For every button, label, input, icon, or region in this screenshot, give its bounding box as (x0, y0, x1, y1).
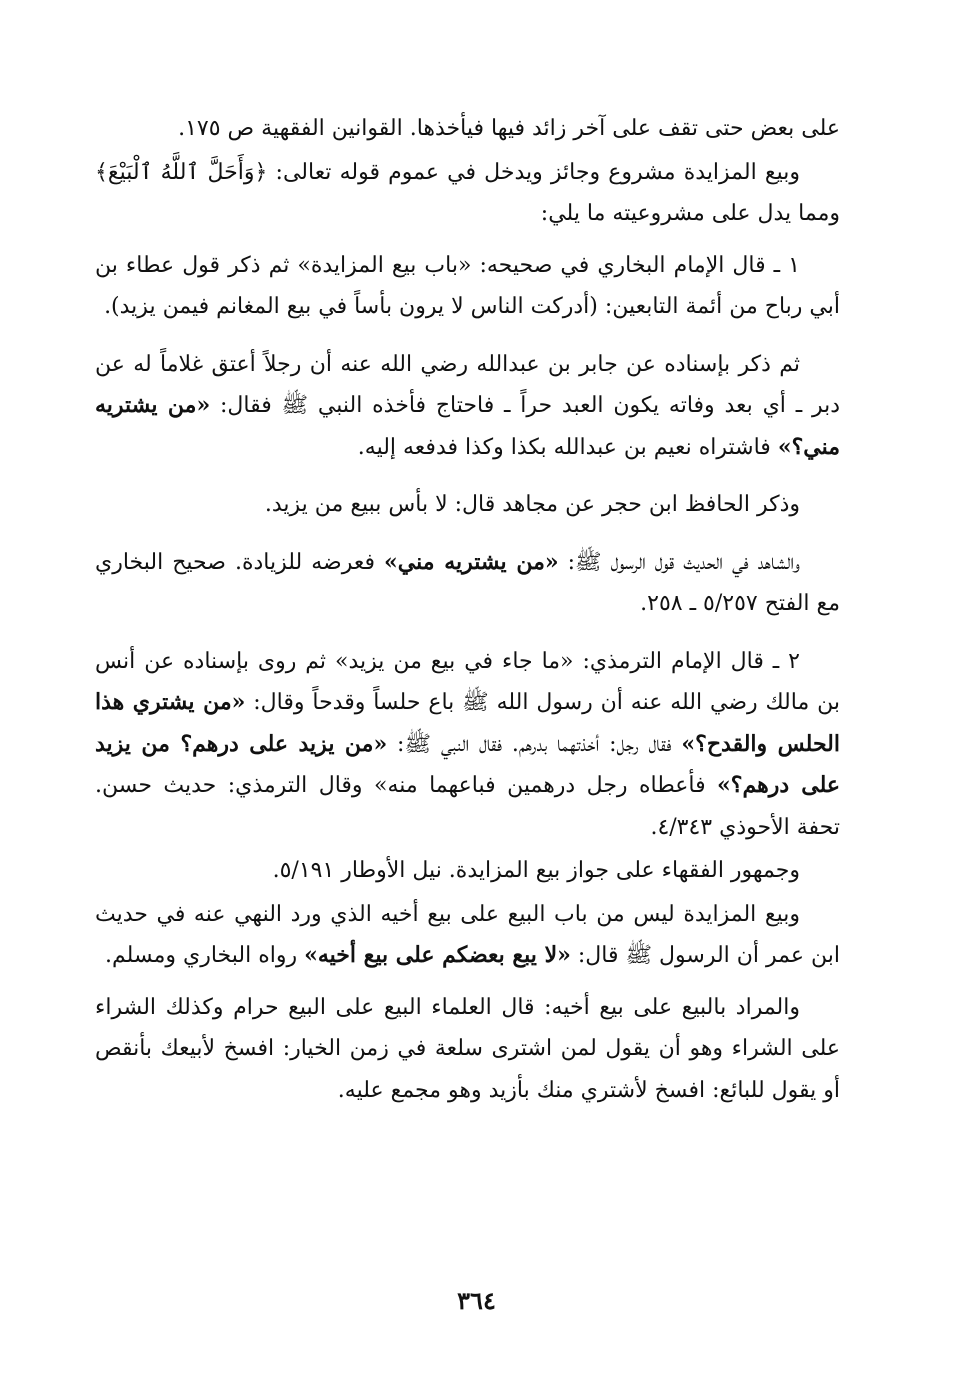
paragraph-continuation: على بعض حتى تقف على آخر زائد فيها فيأخذها. القوانين الفقهية ص ١٧٥. (178, 116, 840, 141)
tirmidhi-quote-2: «من يزيد على درهم؟ من يزيد على درهم؟» (95, 730, 840, 798)
prohibition-quote: «لا يبع بعضكم على بيع أخيه» (304, 942, 571, 968)
page-number: ٣٦٤ (457, 1286, 496, 1315)
jabir-text-1: ثم ذكر بإسناده عن جابر بن عبدالله رضي الله عنه أن رجلاً أعتق غلاماً له عن دبر ـ أي بعد وفاته يكون العبد حراً ـ فاحتاج فأخذه النبي ﷺ فقال: (95, 351, 841, 418)
prohibition-text-1: وبيع المزايدة ليس من باب البيع على بيع أخيه الذي ورد النهي عنه في حديث ابن عمر أن الرسول ﷺ قال: (95, 901, 840, 968)
tirmidhi-text-1: ٢ ـ قال الإمام الترمذي: «ما جاء في بيع من يزيد» ثم روى بإسناده عن أنس بن مالك رضي الله عنه أن رسول الله ﷺ باع حلساً وقدحاً وقال: (95, 648, 840, 715)
paragraph-meaning: والمراد بالبيع على بيع أخيه: قال العلماء البيع على البيع حرام وكذلك الشراء على الشراء وهو أن يقول لمن اشترى سلعة في زمن الخيار: افسخ لأبيعك بأنقص أو يقول للبائع: افسخ لأشتري منك بأزيد وهو مجمع عليه. (95, 994, 840, 1103)
paragraph-ibn-hajar: وذكر الحافظ ابن حجر عن مجاهد قال: لا بأس ببيع من يزيد. (264, 492, 800, 517)
evidence-quote: «من يشتريه مني» (384, 548, 559, 575)
paragraph-bukhari: ١ ـ قال الإمام البخاري في صحيحه: «باب بيع المزايدة» ثم ذكر قول عطاء بن أبي رباح من أئمة التابعين: (أدركت الناس لا يرون بأساً في بيع المغانم فيمن يزيد). (95, 252, 840, 319)
tirmidhi-text-2: فقال رجل: أخذتهما بدرهم. فقال النبي ﷺ: (387, 731, 682, 757)
jabir-text-2: فاشتراه نعيم بن عبدالله بكذا وكذا فدفعه إليه. (357, 434, 778, 460)
paragraph-tirmidhi (95, 641, 840, 849)
paragraph-not-prohibited (95, 894, 840, 977)
tirmidhi-quote-1: «من يشتري هذا الحلس والقدح؟» (95, 689, 840, 757)
tirmidhi-text-3: فأعطاه رجل درهمين فباعهما منه» وقال الترمذي: حديث حسن. تحفة الأحوذي ٤/٣٤٣. (95, 773, 840, 840)
paragraph-legitimacy: وبيع المزايدة مشروع وجائز ويدخل في عموم قوله تعالى: ﴿وَأَحَلَّ ٱللَّهُ ٱلْبَيْعَ﴾ ومما يدل على مشروعيته ما يلي: (95, 159, 840, 226)
prohibition-text-2: رواه البخاري ومسلم. (105, 943, 305, 968)
paragraph-majority: وجمهور الفقهاء على جواز بيع المزايدة. نيل الأوطار ٥/١٩١. (272, 858, 800, 883)
jabir-quote: «من يشتريه مني؟» (95, 392, 840, 460)
page-body (95, 108, 840, 1111)
paragraph-jabir-hadith (95, 344, 840, 469)
evidence-text-2: فعرضه للزيادة. صحيح البخاري مع الفتح ٥/٢٥٧ ـ ٢٥٨. (95, 549, 840, 616)
evidence-text-1: والشاهد في الحديث قول الرسول ﷺ: (558, 549, 800, 575)
paragraph-evidence (95, 542, 840, 625)
